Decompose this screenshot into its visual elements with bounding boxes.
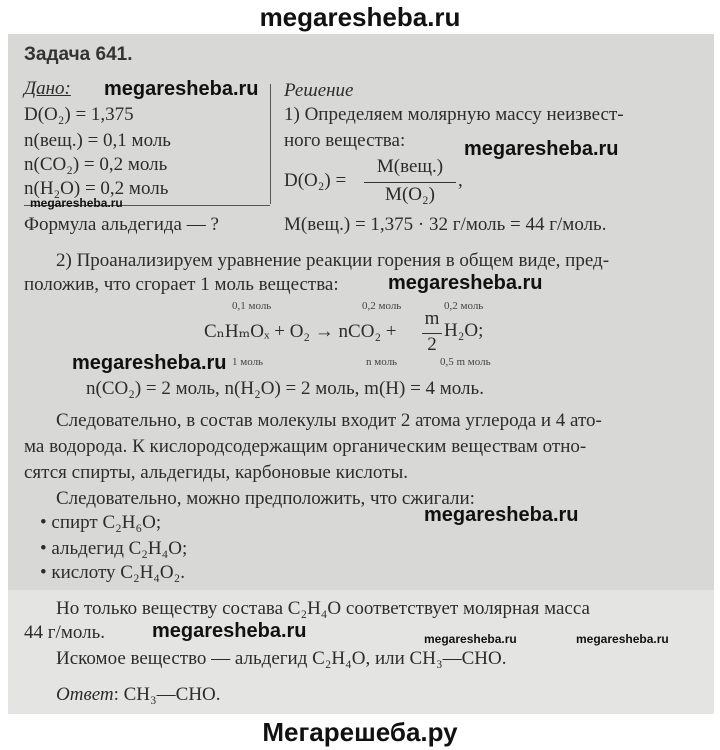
- given-divider-vertical: [270, 84, 271, 204]
- step2-line2: положив, что сгорает 1 моль вещества:: [24, 274, 339, 295]
- paragraph2: Следовательно, можно предположить, что сжигали:: [56, 488, 475, 509]
- formula-comma: ,: [458, 170, 463, 191]
- formula-fraction-bar: [364, 182, 456, 183]
- site-banner-bottom: Мегарешеба.ру: [0, 714, 720, 750]
- equation-fraction-numerator: m: [424, 308, 440, 329]
- watermark: megaresheba.ru: [388, 272, 543, 294]
- result-line: n(CO₂) = 2 моль, n(H₂O) = 2 моль, m(H) = 4 моль.: [86, 378, 484, 399]
- bullet-alcohol: • спирт C₂H₆O;: [40, 512, 162, 533]
- site-banner-top: megaresheba.ru: [0, 0, 720, 34]
- watermark: megaresheba.ru: [104, 78, 259, 100]
- equation-over-h2o: 0,2 моль: [444, 300, 484, 312]
- paragraph4: Искомое вещество — альдегид C₂H₄O, или CH₃—CHO.: [56, 648, 507, 669]
- watermark: megaresheba.ru: [464, 138, 619, 160]
- given-line-amount-co2: n(CO₂) = 0,2 моль: [24, 154, 168, 175]
- paragraph3-line1: Но только веществу состава C₂H₄O соответствует молярная масса: [56, 598, 590, 619]
- given-label: Дано:: [24, 78, 71, 99]
- equation-under-substance: 1 моль: [232, 356, 264, 368]
- paragraph1-line3: сятся спирты, альдегиды, карбоновые кислоты.: [24, 462, 408, 483]
- molar-mass-line: M(вещ.) = 1,375 · 32 г/моль = 44 г/моль.: [284, 214, 607, 235]
- given-line-amount-substance: n(вещ.) = 0,1 моль: [24, 130, 171, 151]
- task-title: Задача 641.: [24, 44, 133, 65]
- answer-label: Ответ: [56, 684, 114, 705]
- answer-line: [56, 684, 221, 706]
- paragraph1-line2: ма водорода. К кислородсодержащим органическим веществам отно-: [24, 436, 587, 457]
- watermark: megaresheba.ru: [576, 632, 669, 646]
- watermark: megaresheba.ru: [152, 620, 307, 642]
- given-line-density: D(O₂) = 1,375: [24, 104, 134, 125]
- equation-over-substance: 0,1 моль: [232, 300, 272, 312]
- step1-line2: ного вещества:: [284, 130, 406, 151]
- watermark: megaresheba.ru: [30, 196, 123, 210]
- formula-denominator: M(O₂): [385, 184, 435, 205]
- equation-over-co2: 0,2 моль: [362, 300, 402, 312]
- equation-under-co2: n моль: [366, 356, 398, 368]
- find-line: Формула альдегида — ?: [24, 214, 219, 235]
- watermark: megaresheba.ru: [424, 632, 517, 646]
- step1-line1: 1) Определяем молярную массу неизвест-: [284, 104, 624, 125]
- watermark: megaresheba.ru: [72, 352, 227, 374]
- bullet-acid: • кислоту C₂H₄O₂.: [40, 562, 186, 583]
- paragraph3-line2: 44 г/моль.: [24, 622, 105, 643]
- watermark: megaresheba.ru: [424, 504, 579, 526]
- formula-numerator: M(вещ.): [376, 156, 444, 177]
- equation-under-h2o: 0,5 m моль: [440, 356, 491, 368]
- equation-right-part: H₂O;: [444, 320, 484, 341]
- solution-label: Решение: [284, 80, 354, 101]
- step2-line1: 2) Проанализируем уравнение реакции горения в общем виде, пред-: [56, 250, 610, 271]
- answer-value: : CH₃—CHO.: [113, 684, 221, 705]
- equation-left-part: CₙHₘOₓ + O₂ → nCO₂ +: [204, 321, 397, 342]
- paragraph1-line1: Следовательно, в состав молекулы входит 2 атома углерода и 4 ато-: [56, 410, 602, 431]
- given-line-amount-h2o: n(H₂O) = 0,2 моль: [24, 178, 169, 199]
- equation-fraction-denominator: 2: [427, 334, 437, 355]
- bullet-aldehyde: • альдегид C₂H₄O;: [40, 538, 188, 559]
- formula-density-left: D(O₂) =: [284, 170, 347, 191]
